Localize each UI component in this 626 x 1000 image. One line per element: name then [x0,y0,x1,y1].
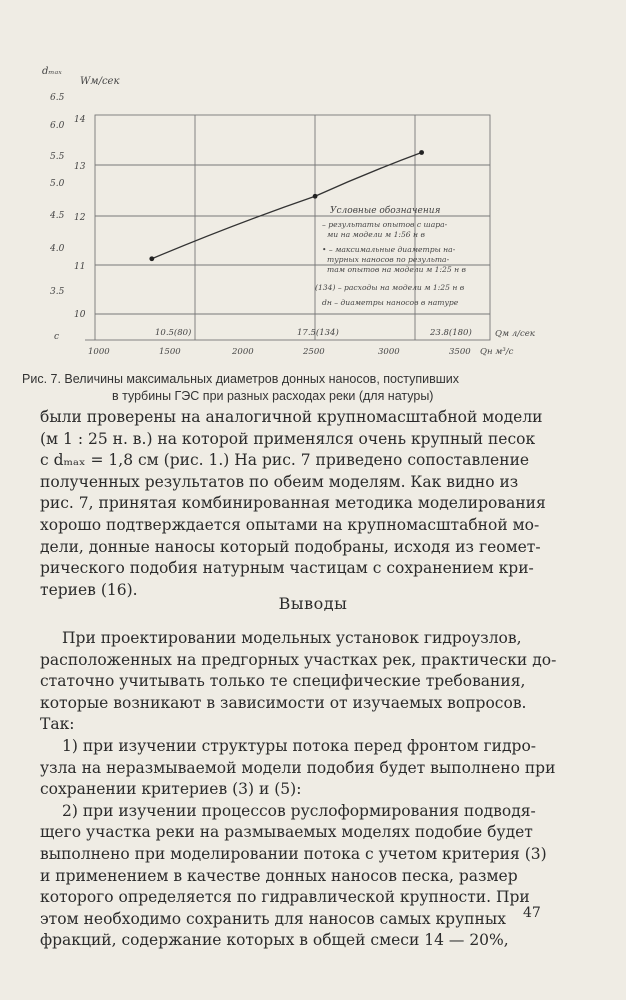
x-tick: 3000 [378,347,400,357]
text-line: этом необходимо сохранить для наносов самых крупных [40,909,506,928]
left-tick: 3.5 [50,287,65,297]
legend-line: там опытов на модели м 1:25 н в [327,265,466,274]
conclusions-text [40,628,585,952]
x-tick: 1500 [159,347,181,357]
text-line: статочно учитывать только те специфические требования, [40,672,526,691]
left-tick: c [54,332,60,342]
legend-line: • – максимальные диаметры на- [322,245,456,254]
text-line: сохранении критериев (3) и (5): [40,780,302,799]
data-point [149,256,154,261]
inner-tick: 11 [74,262,86,272]
data-point [419,150,424,155]
text-line: рис. 7, принятая комбинированная методика моделирования [40,494,546,513]
caption-line-2: в турбины ГЭС при разных расходах реки (для натуры) [112,389,434,403]
left-tick: 4.5 [50,211,65,221]
text-line: фракций, содержание которых в общей смеси 14 — 20%, [40,931,509,950]
left-tick: 6.0 [50,121,65,131]
text-line: которые возникают в зависимости от изучаемых вопросов. [40,693,527,712]
inner-tick: 12 [74,213,86,223]
x-tick: 1000 [88,347,110,357]
text-line: 1) при изучении структуры потока перед фронтом гидро- [62,736,537,755]
inner-tick: 10 [74,310,86,320]
text-line: (м 1 : 25 н. в.) на которой применялся очень крупный песок [40,429,536,448]
model-q-label: 23.8(180) [430,328,472,338]
inner-axis-ticks [74,115,86,320]
left-tick: 5.5 [50,152,65,162]
x-axis-unit: Qн м³/с [480,347,514,357]
model-q-label: 10.5(80) [155,328,192,338]
text-line: с dₘₐₓ = 1,8 см (рис. 1.) На рис. 7 приведено сопоставление [40,451,530,470]
left-axis-ticks [49,93,65,342]
legend-line: dн – диаметры наносов в натуре [322,298,459,307]
text-line: расположенных на предгорных участках рек, практически до- [40,650,557,669]
text-line: были проверены на аналогичной крупномасштабной модели [40,408,543,426]
legend-title: Условные обозначения [330,206,441,216]
legend-line: турных наносов по результа- [327,255,450,264]
left-tick: 4.0 [50,244,65,254]
figure-7-chart [40,58,560,368]
left-tick: 6.5 [50,93,65,103]
x-tick: 3500 [449,347,471,357]
text-line: хорошо подтверждается опытами на крупномасштабной мо- [40,515,540,534]
legend-line: (134) – расходы на модели м 1:25 н в [315,283,465,292]
legend-line: – результаты опытов с шара- [322,220,448,229]
page-number: 47 [523,905,541,921]
model-q-unit: Qм л/сек [495,329,535,339]
text-line: и применением в качестве донных наносов песка, размер [40,866,518,885]
text-line: При проектировании модельных установок гидроузлов, [62,629,522,647]
model-discharge-labels [155,327,536,339]
text-line: рического подобия натурным частицам с сохранением кри- [40,559,534,578]
text-line: полученных результатов по обеим моделям. Как видно из [40,472,519,491]
inner-tick: 13 [74,162,86,172]
y-axis-label-w: Wм/сек [80,76,120,87]
x-axis-ticks [88,347,514,357]
x-tick: 2000 [232,347,254,357]
figure-caption [22,371,602,405]
model-q-label: 17.5(134) [297,328,339,338]
text-line: щего участка реки на размываемых моделях подобие будет [40,823,533,842]
text-line: Так: [40,715,75,734]
text-line: 2) при изучении процессов руслоформирования подводя- [62,801,536,820]
text-line: териев (16). [40,580,138,599]
y-axis-label-dmax: dₘₐₓ [42,66,62,77]
inner-tick: 14 [74,115,86,125]
paragraph-continuation [40,407,585,601]
text-line: которого определяется по гидравлической крупности. При [40,888,530,907]
text-line: выполнено при моделировании потока с учетом критерия (3) [40,844,547,863]
caption-line-1: Рис. 7. Величины максимальных диаметров донных наносов, поступивших [22,372,460,386]
data-point [313,194,318,199]
text-line: узла на неразмываемой модели подобия будет выполнено при [40,758,556,777]
legend-line: ми на модели м 1:56 н в [327,230,425,239]
chart-legend [315,205,467,307]
x-tick: 2500 [303,347,325,357]
text-line: дели, донные наносы который подобраны, исходя из геомет- [40,537,541,556]
section-heading: Выводы [278,594,348,613]
left-tick: 5.0 [50,179,65,189]
